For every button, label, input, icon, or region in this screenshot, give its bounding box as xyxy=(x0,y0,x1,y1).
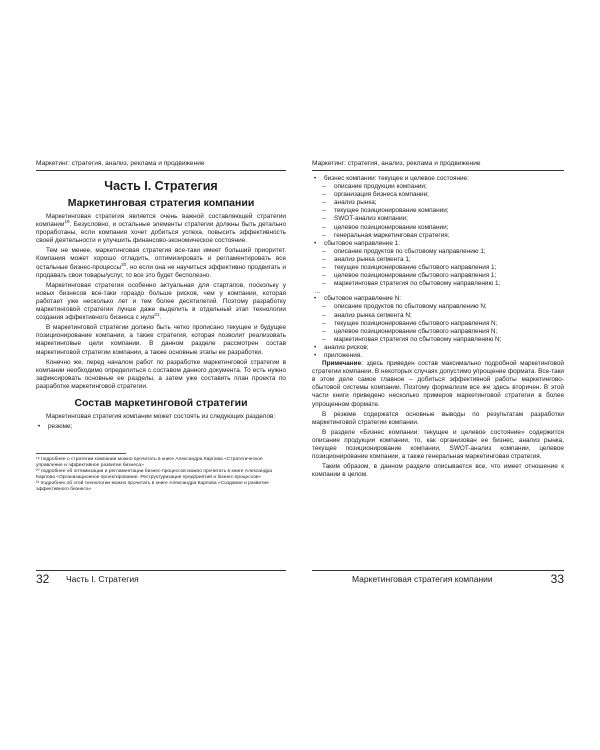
bullet-list xyxy=(312,344,564,360)
running-header: Маркетинг: стратегия, анализ, реклама и продвижение xyxy=(36,160,286,171)
list-item: – описание продуктов по сбытовому направлению N; xyxy=(312,303,564,311)
list-item: • сбытовое направление N: xyxy=(312,295,564,303)
footnote: ¹⁹ подробнее о стратегии компании можно прочитать в книге Александра Карпова «Стратегическое управление и эффективное развитие бизнеса» xyxy=(36,457,263,469)
list-item: – анализ рынка; xyxy=(312,199,564,207)
dash-list xyxy=(312,248,564,288)
list-item: • приложения. xyxy=(312,352,564,360)
page-number: 32 xyxy=(36,572,50,586)
footnote: ²¹ подробнее об этой технологии можно прочитать в книге Александра Карпова «Создание и развитие эффективного бизнеса» xyxy=(36,480,269,492)
bullet-list xyxy=(312,175,564,183)
footnote-ref[interactable]: 21 xyxy=(154,312,160,317)
part-title: Часть I. Стратегия xyxy=(104,179,218,193)
paragraph: В разделе «Бизнес компании: текущее и целевое состояние» содержится описание продукции компании, то, как организован ее бизнес, анализ рынка, текущее позиционирование компании, SWOT-анализ компании, целевое позиционирование компании, а также генеральная маркетинговая стратегия. xyxy=(312,428,564,461)
right-page xyxy=(312,160,564,590)
list-item: – маркетинговая стратегия по сбытовому направлению 1; xyxy=(312,280,564,288)
paragraph: Маркетинговая стратегия является очень важной составляющей стратегии компании$^{19}$. Безусловно, и остальные элементы стратегии должны быть детально проработаны, если компания хочет добиться успеха, повысить эффективность своей деятельности и улучшить финансово-экономическое состояние. xyxy=(36,213,286,245)
list-item: – генеральная маркетинговая стратегия; xyxy=(312,232,564,240)
list-item: – целевое позиционирование компании; xyxy=(312,224,564,232)
bullet-list xyxy=(312,240,564,248)
page-number: 33 xyxy=(550,572,564,586)
footnote: ²⁰ подробнее об оптимизации и регламентации бизнес-процессов можно прочитать в книге Александра Карпова «Организационное проектирование. Реструктуризация предприятий и бизнес-процессов» xyxy=(36,468,272,480)
section-title: Маркетинговая стратегия компании xyxy=(67,197,255,209)
dash-list xyxy=(312,183,564,240)
note-paragraph: Примечание: здесь приведен состав максимально подробной маркетинговой стратегии компании. В некоторых случаях допустимо упрощение формата. Все-таки в этом деле самое главное – добиться эффективной работы маркетингово-сбытовой системы компании. Поэтому формализм все же здесь вторичен. В этой части книги приведено несколько примеров маркетинговой стратегии в более упрощенном формате. xyxy=(312,360,564,408)
paragraph: Маркетинговая стратегия компании может состоять из следующих разделов: xyxy=(46,412,276,420)
paragraph: В резюме содержатся основные выводы по результатам разработки маркетинговой стратегии компании. xyxy=(312,410,564,426)
list-item: – SWOT-анализ компании; xyxy=(312,215,564,223)
paragraph: Конечно же, перед началом работ по разработке маркетинговой стратегии в компании необходимо определиться с составом данного документа. То есть нужно зафиксировать основные ее разделы, а затем уже составить план проекта по разработке маркетинговой стратегии. xyxy=(36,358,286,390)
list-item: – описание продукции компании; xyxy=(312,183,564,191)
list-item: – текущее позиционирование компании; xyxy=(312,207,564,215)
footer-title: Маркетинговая стратегия компании xyxy=(352,574,493,584)
left-page xyxy=(36,160,286,590)
list-item: – целевое позиционирование сбытового направления 1; xyxy=(312,272,564,280)
list-item: – текущее позиционирование сбытового направления N; xyxy=(312,320,564,328)
list-item: – маркетинговая стратегия по сбытовому направлению N; xyxy=(312,336,564,344)
paragraph: Тем не менее, маркетинговая стратегия все-таки имеет больший приоритет. Компания может хорошо отладить, оптимизировать и регламентировать все остальные бизнес-процессы$^{20}$, но если она не научиться эффективно продвигать и продавать свои товары/услуг, то все это будет бесполезно. xyxy=(36,247,287,279)
footnote-ref[interactable]: 19 xyxy=(64,218,70,224)
list-item: • резюме; xyxy=(36,423,286,431)
list-item: • бизнес компании: текущее и целевое состояние: xyxy=(312,175,564,183)
list-item: – целевое позиционирование сбытового направления N; xyxy=(312,328,564,336)
subsection-title: Состав маркетинговой стратегии xyxy=(74,396,248,409)
list-item: – описание продуктов по сбытовому направлению 1; xyxy=(312,248,564,256)
running-header: Маркетинг: стратегия, анализ, реклама и продвижение xyxy=(312,160,564,171)
list-item: – анализ рынка сегмента N; xyxy=(312,312,564,320)
paragraph: Таким образом, в данном разделе описывается все, что имеет отношение к компании в целом. xyxy=(312,463,564,479)
dash-list xyxy=(312,303,564,343)
list-item: – анализ рынка сегмента 1; xyxy=(312,256,564,264)
list-item: • анализ рисков; xyxy=(312,344,564,352)
page-footer xyxy=(312,570,564,587)
note-label: Примечание xyxy=(322,360,362,368)
paragraph: Маркетинговая стратегия особенно актуальная для стартапов, поскольку у новых бизнесов все-таки гораздо больше рисков, чем у компании, которая работает уже несколько лет и тем более десятилетий. Поэтому разработку маркетинговой стратегии лучше даже выделить в отдельный этап технологии создания эффективного бизнеса с нуля$^{21}$. xyxy=(36,281,286,322)
footnote-ref[interactable]: 20 xyxy=(121,261,127,267)
ellipsis: … xyxy=(314,288,321,296)
footnote-divider xyxy=(36,453,126,454)
paragraph: В маркетинговой стратегии должно быть четко прописано текущее и будущее позиционирование компании, а также стратегия, которая позволит реализовать маркетинговые цели компании. В данном разделе рассмотрен состав маркетинговой стратегии компании, а также основные этапы ее разработки. xyxy=(36,324,286,356)
list-item: – текущее позиционирование сбытового направления 1; xyxy=(312,264,564,272)
bullet-list xyxy=(36,423,286,431)
footer-title: Часть I. Стратегия xyxy=(66,574,139,584)
list-item: – организация бизнеса компании; xyxy=(312,191,564,199)
page-footer xyxy=(36,570,286,587)
list-item: • сбытовое направление 1: xyxy=(312,240,564,248)
